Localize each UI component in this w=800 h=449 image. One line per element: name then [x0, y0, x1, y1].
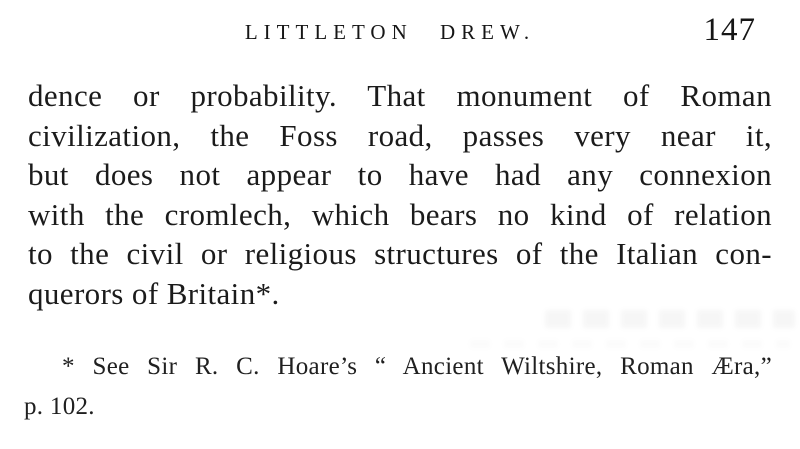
footnote-citation-line: * See Sir R. C. Hoare’s “ Ancient Wiltshire, Roman Æra,”: [62, 353, 772, 380]
scan-bleedthrough-artifact: [470, 340, 790, 348]
paragraph-line: civilization, the Foss road, passes very near it,: [28, 117, 772, 153]
paragraph-line: querors of Britain*.: [28, 275, 280, 311]
paragraph-line: but does not appear to have had any connexion: [28, 157, 772, 192]
paragraph-line: to the civil or religious structures of the Italian con-: [28, 236, 772, 271]
running-head: LITTLETON DREW.: [244, 20, 536, 44]
paragraph-line: with the cromlech, which bears no kind of relation: [28, 196, 772, 232]
page-number: 147: [703, 12, 756, 48]
body-paragraph: [28, 76, 772, 313]
scan-bleedthrough-artifact: [545, 310, 795, 328]
footnote: [24, 350, 772, 424]
footnote-page-reference: p. 102.: [24, 393, 95, 420]
paragraph-line: dence or probability. That monument of Roman: [28, 78, 772, 113]
